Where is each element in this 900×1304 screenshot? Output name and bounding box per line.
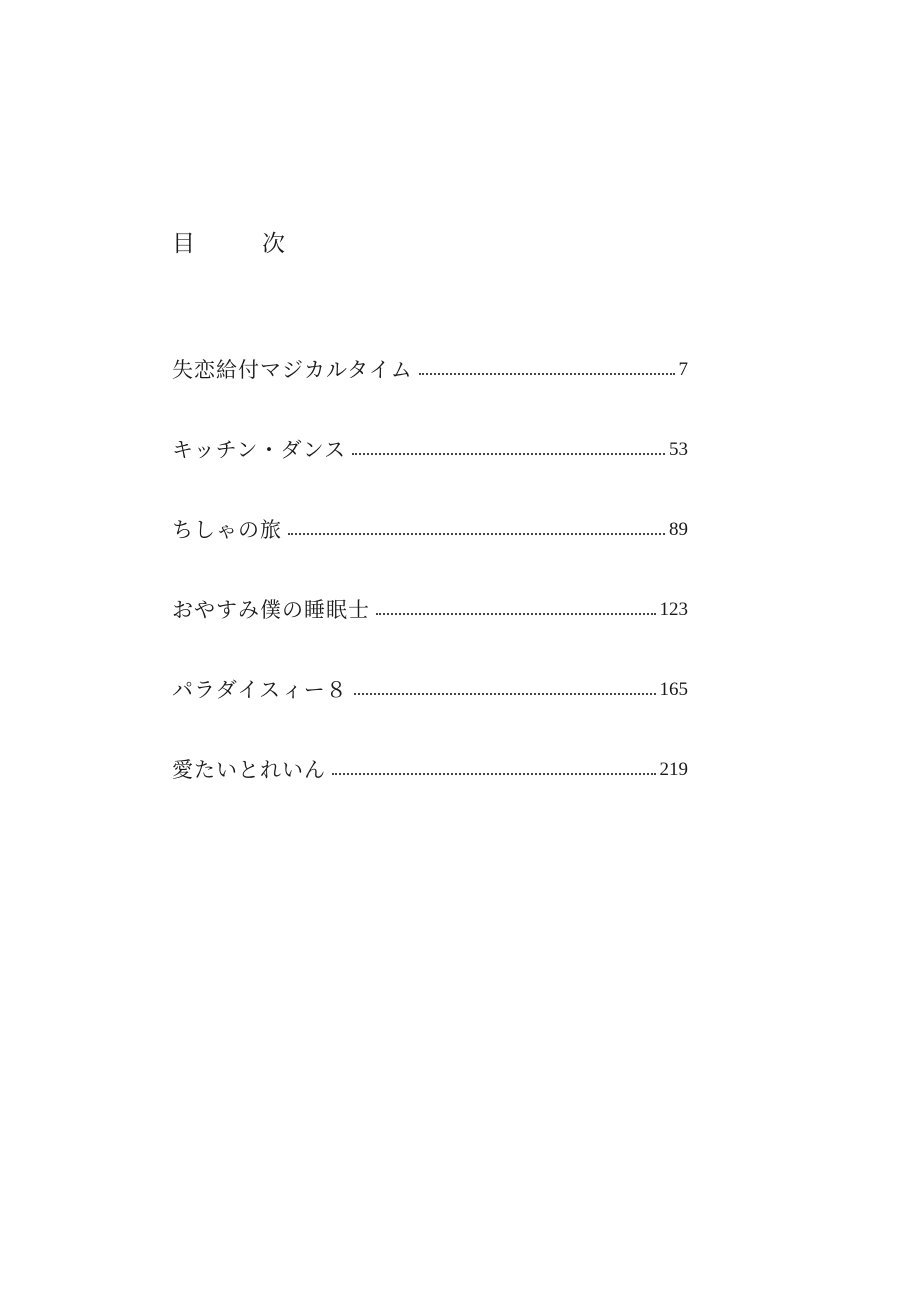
toc-entry-title: パラダイスィー８ — [172, 678, 348, 702]
dot-leader — [376, 613, 656, 615]
toc-entry[interactable] — [172, 430, 688, 466]
dot-leader — [352, 453, 665, 455]
table-of-contents — [172, 350, 688, 830]
toc-entry-page-number: 53 — [669, 439, 688, 460]
toc-entry-title: キッチン・ダンス — [172, 438, 347, 462]
toc-entry[interactable] — [172, 350, 688, 386]
toc-entry-page-number: 89 — [669, 519, 688, 540]
dot-leader — [332, 773, 656, 775]
toc-entry[interactable] — [172, 510, 688, 546]
dot-leader — [419, 373, 675, 375]
dot-leader — [288, 533, 665, 535]
toc-entry-title: おやすみ僕の睡眠士 — [172, 598, 370, 622]
dot-leader — [354, 693, 656, 695]
toc-entry[interactable] — [172, 670, 688, 706]
toc-entry-page-number: 219 — [659, 759, 688, 780]
toc-entry[interactable] — [172, 590, 688, 626]
page-title: 目 次 — [172, 231, 307, 257]
toc-entry[interactable] — [172, 750, 688, 786]
toc-entry-title: ちしゃの旅 — [172, 518, 282, 542]
toc-entry-title: 失恋給付マジカルタイム — [172, 358, 413, 382]
toc-entry-page-number: 165 — [659, 679, 688, 700]
toc-entry-page-number: 123 — [659, 599, 688, 620]
toc-entry-page-number: 7 — [678, 359, 688, 380]
toc-entry-title: 愛たいとれいん — [172, 758, 326, 782]
